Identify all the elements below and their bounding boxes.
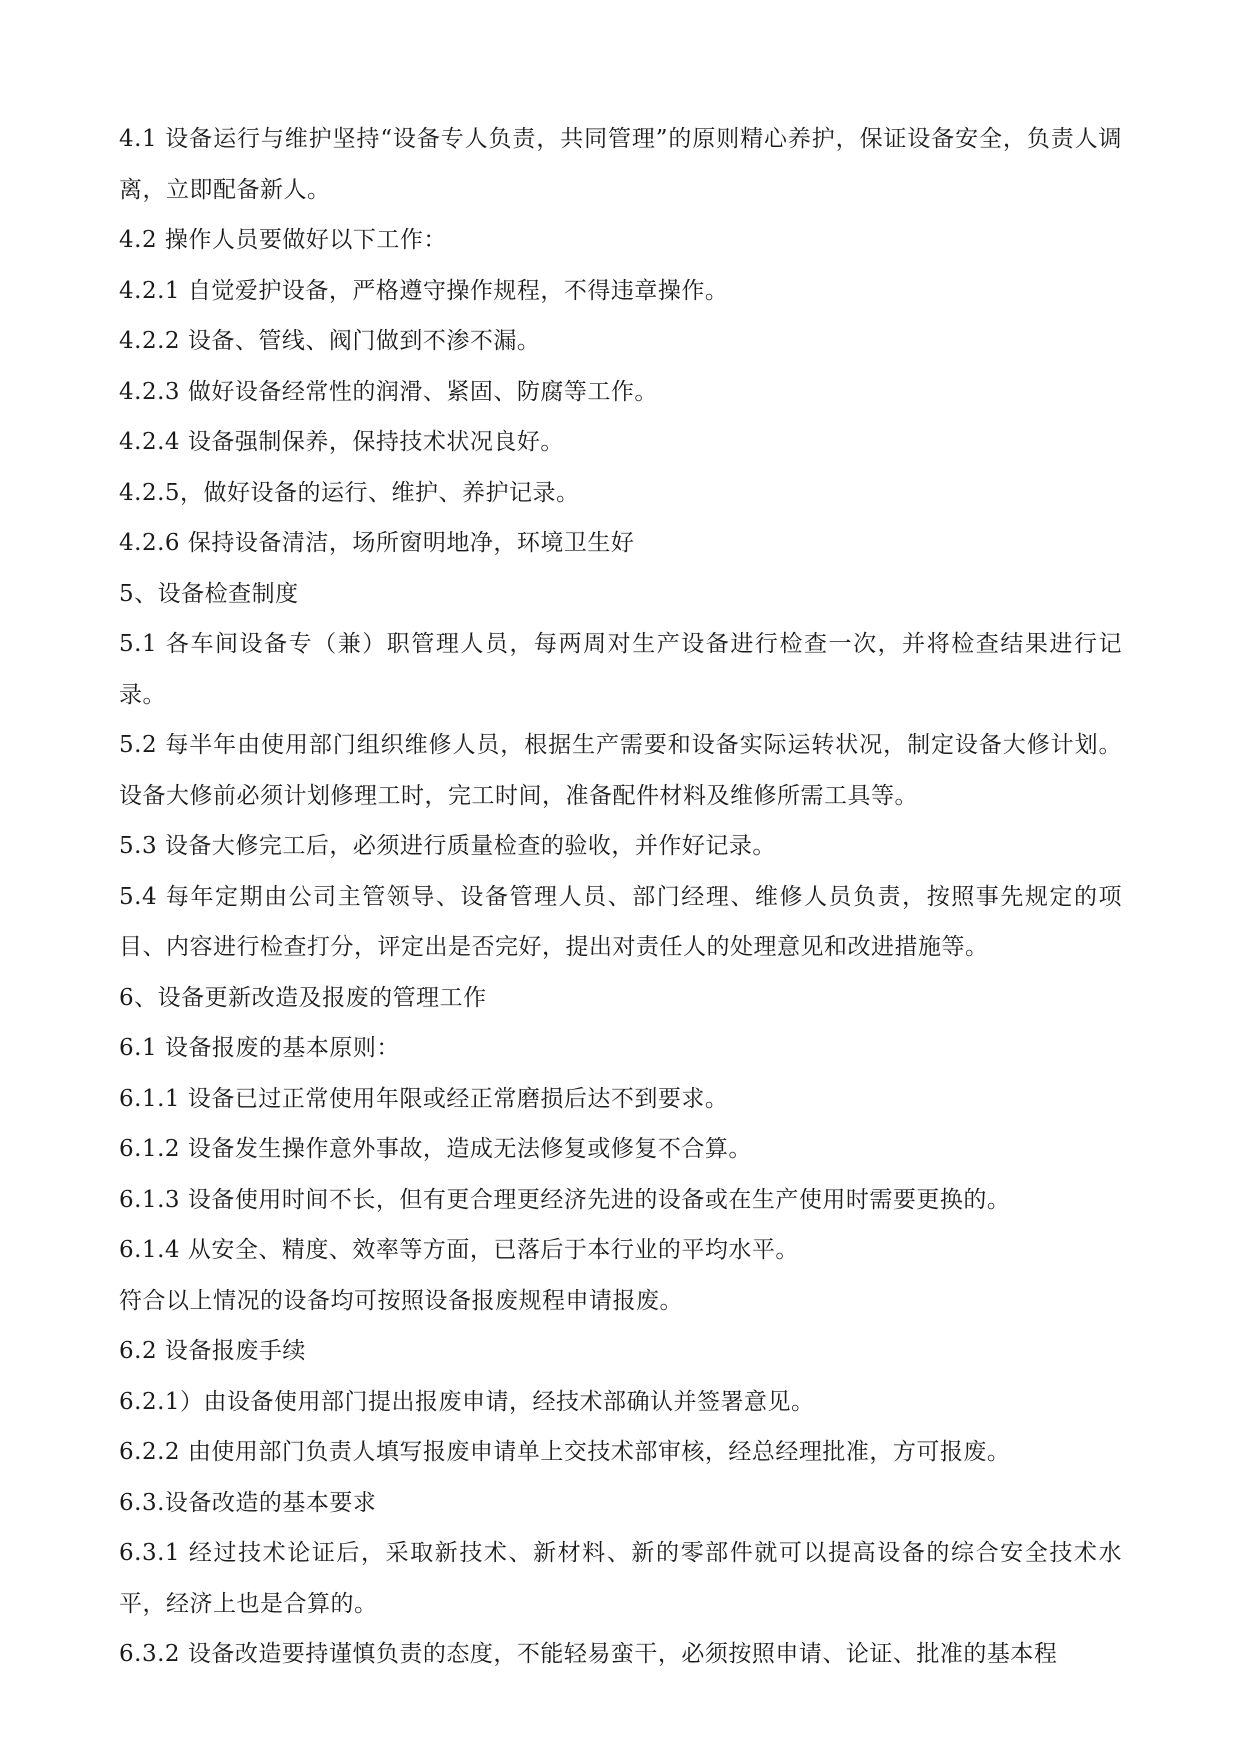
section-heading-5: 5、设备检查制度 (119, 580, 299, 607)
paragraph-4-2-4: 4.2.4 设备强制保养，保持技术状况良好。 (119, 429, 564, 455)
paragraph-4-2-1: 4.2.1 自觉爱护设备，严格遵守操作规程，不得违章操作。 (119, 277, 729, 304)
paragraph-4-2-5: 4.2.5，做好设备的运行、维护、养护记录。 (119, 479, 580, 506)
paragraph-5-1: 5.1 各车间设备专（兼）职管理人员，每两周对生产设备进行检查一次，并将检查结果进行记录。 (119, 631, 1122, 708)
paragraph-6-1-1: 6.1.1 设备已过正常使用年限或经正常磨损后达不到要求。 (119, 1085, 729, 1112)
paragraph-4-2-6: 4.2.6 保持设备清洁，场所窗明地净，环境卫生好 (119, 530, 635, 556)
paragraph-6-3: 6.3.设备改造的基本要求 (119, 1489, 377, 1516)
paragraph-5-4: 5.4 每年定期由公司主管领导、设备管理人员、部门经理、维修人员负责，按照事先规定的项目、内容进行检查打分，评定出是否完好，提出对责任人的处理意见和改进措施等。 (119, 883, 1122, 960)
paragraph-6-2-2: 6.2.2 由使用部门负责人填写报废申请单上交技术部审核，经总经理批准，方可报废。 (119, 1439, 1011, 1465)
paragraph-4-2-2: 4.2.2 设备、管线、阀门做到不渗不漏。 (119, 328, 541, 354)
paragraph-6-3-2: 6.3.2 设备改造要持谨慎负责的态度，不能轻易蛮干，必须按照申请、论证、批准的基本程 (119, 1641, 1058, 1667)
paragraph-6-1-3: 6.1.3 设备使用时间不长，但有更合理更经济先进的设备或在生产使用时需要更换的。 (119, 1186, 1011, 1213)
paragraph-6-1-2: 6.1.2 设备发生操作意外事故，造成无法修复或修复不合算。 (119, 1136, 752, 1162)
paragraph-4-2: 4.2 操作人员要做好以下工作： (119, 227, 447, 253)
paragraph-scrap-summary: 符合以上情况的设备均可按照设备报废规程申请报废。 (119, 1287, 683, 1314)
paragraph-6-1-4: 6.1.4 从安全、精度、效率等方面，已落后于本行业的平均水平。 (119, 1237, 799, 1263)
paragraph-4-2-3: 4.2.3 做好设备经常性的润滑、紧固、防腐等工作。 (119, 378, 658, 405)
section-heading-6: 6、设备更新改造及报废的管理工作 (119, 984, 487, 1011)
paragraph-6-3-1: 6.3.1 经过技术论证后，采取新技术、新材料、新的零部件就可以提高设备的综合安全技术水平，经济上也是合算的。 (119, 1540, 1122, 1617)
paragraph-6-2: 6.2 设备报废手续 (119, 1338, 306, 1364)
paragraph-5-3: 5.3 设备大修完工后，必须进行质量检查的验收，并作好记录。 (119, 833, 776, 859)
document-body (119, 114, 1122, 1680)
paragraph-5-2: 5.2 每半年由使用部门组织维修人员，根据生产需要和设备实际运转状况，制定设备大修计划。设备大修前必须计划修理工时，完工时间，准备配件材料及维修所需工具等。 (119, 732, 1122, 809)
paragraph-4-1: 4.1 设备运行与维护坚持“设备专人负责，共同管理”的原则精心养护，保证设备安全，负责人调离，立即配备新人。 (119, 126, 1122, 203)
paragraph-6-1: 6.1 设备报废的基本原则： (119, 1035, 400, 1061)
paragraph-6-2-1: 6.2.1）由设备使用部门提出报废申请，经技术部确认并签署意见。 (119, 1388, 815, 1415)
